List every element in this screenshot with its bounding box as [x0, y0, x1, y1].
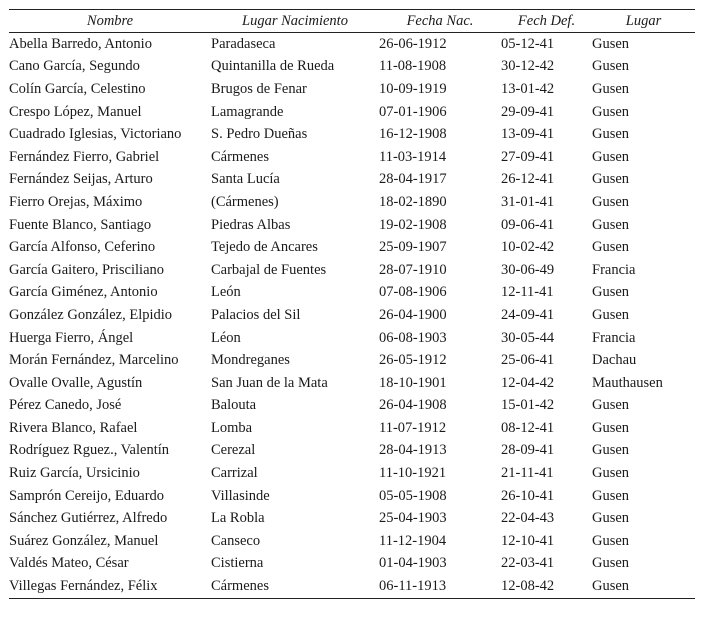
cell-birth-date: 25-09-1907 — [379, 239, 447, 256]
table-header-row — [9, 10, 695, 33]
cell-death-date: 24-09-41 — [501, 306, 555, 323]
table-row — [9, 485, 695, 508]
cell-birth-date: 10-09-1919 — [379, 80, 447, 97]
cell-name: García Alfonso, Ceferino — [9, 239, 156, 256]
cell-name: Villegas Fernández, Félix — [9, 578, 158, 595]
cell-name: García Gaitero, Prisciliano — [9, 261, 165, 278]
cell-birth-date: 05-05-1908 — [379, 487, 447, 504]
cell-name: Fernández Seijas, Arturo — [9, 171, 153, 188]
cell-place: Francia — [592, 329, 636, 346]
cell-name: Cano García, Segundo — [9, 58, 140, 75]
cell-name: González González, Elpidio — [9, 306, 173, 323]
header-place: Lugar — [625, 12, 662, 29]
table-row — [9, 372, 695, 395]
cell-place: Gusen — [592, 216, 630, 233]
cell-birthplace: León — [211, 284, 241, 301]
cell-birthplace: Lomba — [211, 419, 253, 436]
cell-place: Gusen — [592, 126, 630, 143]
cell-death-date: 28-09-41 — [501, 442, 555, 459]
table-row — [9, 169, 695, 192]
cell-birthplace: Brugos de Fenar — [211, 80, 307, 97]
cell-birthplace: Lamagrande — [211, 103, 284, 120]
cell-place: Gusen — [592, 419, 630, 436]
table-row — [9, 553, 695, 576]
cell-birthplace: Cármenes — [211, 148, 269, 165]
cell-name: Fuente Blanco, Santiago — [9, 216, 152, 233]
cell-name: Samprón Cereijo, Eduardo — [9, 487, 165, 504]
cell-birthplace: Balouta — [211, 397, 257, 414]
cell-birthplace: Santa Lucía — [211, 171, 280, 188]
cell-birth-date: 28-07-1910 — [379, 261, 447, 278]
cell-name: Sánchez Gutiérrez, Alfredo — [9, 510, 168, 527]
table-row — [9, 56, 695, 79]
cell-birthplace: Cerezal — [211, 442, 256, 459]
cell-death-date: 12-04-42 — [501, 374, 555, 391]
header-name: Nombre — [86, 12, 134, 29]
cell-birth-date: 06-08-1903 — [379, 329, 447, 346]
table-row — [9, 282, 695, 305]
cell-birth-date: 01-04-1903 — [379, 555, 447, 572]
cell-place: Gusen — [592, 487, 630, 504]
cell-place: Gusen — [592, 171, 630, 188]
cell-death-date: 31-01-41 — [501, 193, 555, 210]
cell-birth-date: 26-05-1912 — [379, 352, 447, 369]
cell-place: Gusen — [592, 35, 630, 52]
cell-death-date: 10-02-42 — [501, 239, 555, 256]
cell-birthplace: Palacios del Sil — [211, 306, 301, 323]
table-row — [9, 304, 695, 327]
table-row — [9, 101, 695, 124]
cell-birthplace: Carbajal de Fuentes — [211, 261, 327, 278]
cell-birth-date: 26-04-1908 — [379, 397, 447, 414]
cell-birth-date: 07-08-1906 — [379, 284, 447, 301]
cell-birth-date: 26-06-1912 — [379, 35, 447, 52]
cell-death-date: 22-03-41 — [501, 555, 555, 572]
cell-death-date: 13-09-41 — [501, 126, 555, 143]
table-row — [9, 530, 695, 553]
cell-birthplace: La Robla — [211, 510, 265, 527]
cell-birth-date: 28-04-1913 — [379, 442, 447, 459]
table-row — [9, 507, 695, 530]
table-row — [9, 575, 695, 598]
cell-name: García Giménez, Antonio — [9, 284, 158, 301]
cell-place: Gusen — [592, 284, 630, 301]
cell-place: Gusen — [592, 58, 630, 75]
cell-death-date: 29-09-41 — [501, 103, 555, 120]
deportees-table — [9, 9, 695, 599]
cell-place: Gusen — [592, 532, 630, 549]
cell-place: Gusen — [592, 555, 630, 572]
cell-place: Gusen — [592, 193, 630, 210]
cell-birthplace: Tejedo de Ancares — [211, 239, 318, 256]
cell-birthplace: Léon — [211, 329, 241, 346]
table-row — [9, 327, 695, 350]
cell-birthplace: Paradaseca — [211, 35, 276, 52]
cell-place: Gusen — [592, 465, 630, 482]
cell-name: Crespo López, Manuel — [9, 103, 142, 120]
cell-name: Abella Barredo, Antonio — [9, 35, 152, 52]
cell-birth-date: 06-11-1913 — [379, 578, 447, 595]
cell-name: Cuadrado Iglesias, Victoriano — [9, 126, 182, 143]
cell-birth-date: 18-10-1901 — [379, 374, 447, 391]
table-row — [9, 236, 695, 259]
cell-death-date: 27-09-41 — [501, 148, 555, 165]
table-row — [9, 259, 695, 282]
table-row — [9, 214, 695, 237]
cell-place: Mauthausen — [592, 374, 663, 391]
cell-name: Pérez Canedo, José — [9, 397, 122, 414]
table-row — [9, 440, 695, 463]
cell-birth-date: 11-07-1912 — [379, 419, 447, 436]
cell-death-date: 25-06-41 — [501, 352, 555, 369]
cell-place: Gusen — [592, 103, 630, 120]
cell-birth-date: 11-03-1914 — [379, 148, 447, 165]
cell-name: Ovalle Ovalle, Agustín — [9, 374, 143, 391]
table-row — [9, 395, 695, 418]
cell-birthplace: S. Pedro Dueñas — [211, 126, 308, 143]
cell-birthplace: Cistierna — [211, 555, 264, 572]
cell-death-date: 21-11-41 — [501, 465, 554, 482]
cell-death-date: 15-01-42 — [501, 397, 555, 414]
cell-name: Fierro Orejas, Máximo — [9, 193, 143, 210]
cell-birth-date: 16-12-1908 — [379, 126, 447, 143]
table-row — [9, 33, 695, 56]
cell-birthplace: Villasinde — [211, 487, 270, 504]
cell-birth-date: 11-12-1904 — [379, 532, 447, 549]
cell-name: Morán Fernández, Marcelino — [9, 352, 179, 369]
cell-birthplace: Quintanilla de Rueda — [211, 58, 335, 75]
cell-name: Rivera Blanco, Rafael — [9, 419, 138, 436]
header-death-date: Fech Def. — [517, 12, 576, 29]
header-birth-date: Fecha Nac. — [406, 12, 474, 29]
cell-death-date: 09-06-41 — [501, 216, 555, 233]
cell-name: Huerga Fierro, Ángel — [9, 329, 134, 346]
cell-place: Dachau — [592, 352, 637, 369]
cell-name: Fernández Fierro, Gabriel — [9, 148, 160, 165]
table-row — [9, 462, 695, 485]
cell-birth-date: 26-04-1900 — [379, 306, 447, 323]
cell-birth-date: 28-04-1917 — [379, 171, 447, 188]
cell-death-date: 08-12-41 — [501, 419, 555, 436]
cell-birthplace: (Cármenes) — [211, 193, 279, 210]
cell-death-date: 30-06-49 — [501, 261, 555, 278]
cell-birth-date: 11-08-1908 — [379, 58, 447, 75]
cell-place: Gusen — [592, 239, 630, 256]
cell-birth-date: 25-04-1903 — [379, 510, 447, 527]
cell-death-date: 30-12-42 — [501, 58, 555, 75]
cell-birthplace: Piedras Albas — [211, 216, 291, 233]
header-birthplace: Lugar Nacimiento — [242, 12, 348, 29]
cell-birthplace: San Juan de la Mata — [211, 374, 328, 391]
table-row — [9, 146, 695, 169]
cell-place: Francia — [592, 261, 636, 278]
cell-birthplace: Canseco — [211, 532, 261, 549]
cell-place: Gusen — [592, 397, 630, 414]
cell-name: Suárez González, Manuel — [9, 532, 159, 549]
cell-death-date: 12-11-41 — [501, 284, 554, 301]
cell-death-date: 13-01-42 — [501, 80, 555, 97]
cell-place: Gusen — [592, 148, 630, 165]
cell-death-date: 12-10-41 — [501, 532, 555, 549]
cell-death-date: 22-04-43 — [501, 510, 555, 527]
cell-birthplace: Mondreganes — [211, 352, 290, 369]
table-row — [9, 349, 695, 372]
table-row — [9, 78, 695, 101]
table-body — [9, 33, 695, 599]
cell-name: Rodríguez Rguez., Valentín — [9, 442, 170, 459]
cell-birth-date: 07-01-1906 — [379, 103, 447, 120]
cell-place: Gusen — [592, 442, 630, 459]
cell-death-date: 05-12-41 — [501, 35, 555, 52]
cell-death-date: 30-05-44 — [501, 329, 555, 346]
cell-death-date: 26-12-41 — [501, 171, 555, 188]
cell-place: Gusen — [592, 80, 630, 97]
cell-death-date: 26-10-41 — [501, 487, 555, 504]
cell-birthplace: Carrizal — [211, 465, 258, 482]
table-row — [9, 191, 695, 214]
table-row — [9, 417, 695, 440]
cell-birth-date: 11-10-1921 — [379, 465, 447, 482]
cell-name: Valdés Mateo, César — [9, 555, 129, 572]
cell-birth-date: 18-02-1890 — [379, 193, 447, 210]
cell-birthplace: Cármenes — [211, 578, 269, 595]
cell-name: Ruiz García, Ursicinio — [9, 465, 140, 482]
cell-death-date: 12-08-42 — [501, 578, 555, 595]
cell-birth-date: 19-02-1908 — [379, 216, 447, 233]
table-row — [9, 123, 695, 146]
cell-name: Colín García, Celestino — [9, 80, 146, 97]
cell-place: Gusen — [592, 578, 630, 595]
cell-place: Gusen — [592, 306, 630, 323]
cell-place: Gusen — [592, 510, 630, 527]
